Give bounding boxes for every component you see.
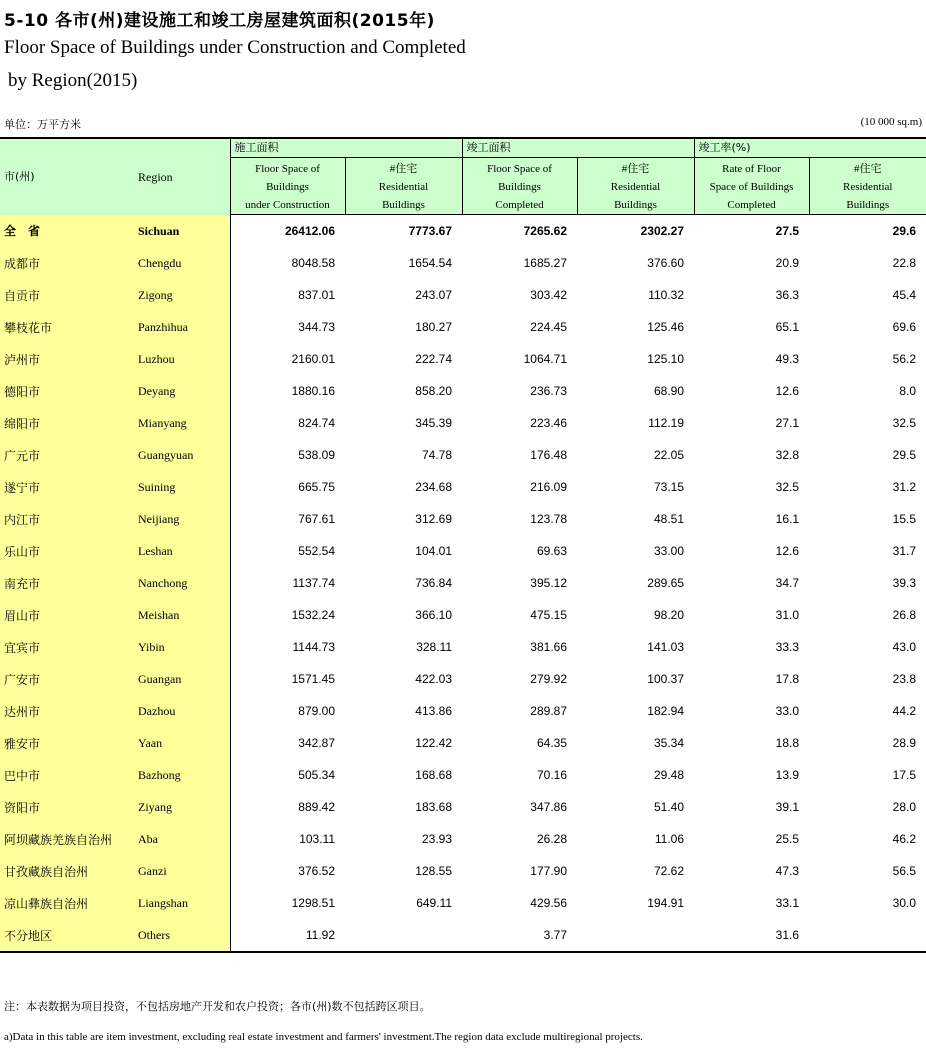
region-name-cn: 资阳市 xyxy=(4,800,41,815)
table-row xyxy=(0,599,926,631)
value-cell-r: 25.5 xyxy=(775,832,799,846)
table-row xyxy=(0,215,926,248)
value-cell-rr: 17.5 xyxy=(892,768,917,782)
value-cell-rr: 29.5 xyxy=(892,448,917,462)
value-cell-r: 18.8 xyxy=(775,736,799,750)
table-row xyxy=(0,535,926,567)
region-name-cn: 泸州市 xyxy=(4,352,41,367)
value-cell-r: 34.7 xyxy=(775,576,799,590)
value-cell-cr: 234.68 xyxy=(415,480,452,494)
region-name-cn: 广元市 xyxy=(4,448,41,463)
value-cell-rr: 46.2 xyxy=(892,832,917,846)
region-name-cn: 攀枝花市 xyxy=(4,320,53,335)
value-cell-cr xyxy=(345,919,462,952)
region-cell xyxy=(0,407,230,439)
value-cell-cr: 104.01 xyxy=(415,544,452,558)
table-row xyxy=(0,823,926,855)
value-cell-dr: 100.37 xyxy=(647,672,684,686)
value-cell-r: 33.0 xyxy=(775,704,799,718)
region-name-en: Yibin xyxy=(138,640,165,654)
region-cell xyxy=(0,599,230,631)
value-cell-c: 767.61 xyxy=(298,512,335,526)
region-name-en: Nanchong xyxy=(138,576,188,590)
region-name-en: Mianyang xyxy=(138,416,187,430)
region-name-cn: 内江市 xyxy=(4,512,41,527)
note-cn: 注：本表数据为项目投资，不包括房地产开发和农户投资；各市(州)数不包括跨区项目。 xyxy=(4,1000,431,1013)
region-name-cn: 德阳市 xyxy=(4,384,41,399)
value-cell-rr: 56.5 xyxy=(892,864,917,878)
value-cell-r: 47.3 xyxy=(775,864,799,878)
table-row xyxy=(0,855,926,887)
header-residential-construction xyxy=(345,158,462,215)
value-cell-c: 376.52 xyxy=(298,864,335,878)
value-cell-dr: 289.65 xyxy=(647,576,684,590)
region-name-en: Neijiang xyxy=(138,512,180,526)
value-cell-d: 279.92 xyxy=(530,672,567,686)
region-name-en: Deyang xyxy=(138,384,176,398)
value-cell-d: 26.28 xyxy=(536,832,567,846)
value-cell-c: 889.42 xyxy=(298,800,335,814)
value-cell-r: 13.9 xyxy=(775,768,799,782)
value-cell-cr: 858.20 xyxy=(415,384,452,398)
value-cell-d: 70.16 xyxy=(536,768,567,782)
value-cell-d: 69.63 xyxy=(536,544,567,558)
region-name-cn: 雅安市 xyxy=(4,736,41,751)
value-cell-d: 475.15 xyxy=(530,608,567,622)
value-cell-cr: 345.39 xyxy=(415,416,452,430)
table-row xyxy=(0,247,926,279)
table-row xyxy=(0,343,926,375)
value-cell-cr: 243.07 xyxy=(415,288,452,302)
region-cell xyxy=(0,727,230,759)
value-cell-cr: 183.68 xyxy=(415,800,452,814)
region-name-cn: 宜宾市 xyxy=(4,640,41,655)
table-row xyxy=(0,759,926,791)
value-cell-d: 347.86 xyxy=(530,800,567,814)
value-cell-r: 27.5 xyxy=(775,224,799,238)
region-name-en: Zigong xyxy=(138,288,173,302)
region-cell xyxy=(0,311,230,343)
value-cell-d: 64.35 xyxy=(536,736,567,750)
region-cell xyxy=(0,855,230,887)
region-name-en: Yaan xyxy=(138,736,163,750)
value-cell-cr: 366.10 xyxy=(415,608,452,622)
region-name-cn: 眉山市 xyxy=(4,608,41,623)
floor-space-table xyxy=(0,137,926,953)
region-name-cn: 绵阳市 xyxy=(4,416,41,431)
value-cell-dr: 194.91 xyxy=(647,896,684,910)
region-cell xyxy=(0,759,230,791)
header-line: Rate of Floor xyxy=(722,163,781,175)
region-name-en: Suining xyxy=(138,480,176,494)
value-cell-c: 1137.74 xyxy=(292,576,335,590)
region-cell xyxy=(0,375,230,407)
value-cell-rr: 69.6 xyxy=(892,320,917,334)
value-cell-rr: 22.8 xyxy=(892,256,917,270)
region-name-cn: 全 省 xyxy=(4,224,41,239)
value-cell-dr: 73.15 xyxy=(653,480,684,494)
table-body xyxy=(0,215,926,953)
region-name-en: Chengdu xyxy=(138,256,182,270)
header-rate-group: 竣工率(%) xyxy=(694,138,926,158)
value-cell-rr: 44.2 xyxy=(892,704,917,718)
header-line: Buildings xyxy=(382,199,425,211)
region-name-en: Sichuan xyxy=(138,223,180,238)
region-name-en: Liangshan xyxy=(138,896,188,910)
value-cell-r: 33.1 xyxy=(775,896,799,910)
value-cell-cr: 649.11 xyxy=(416,896,452,910)
value-cell-r: 33.3 xyxy=(775,640,799,654)
region-name-cn: 自贡市 xyxy=(4,288,41,303)
value-cell-rr: 15.5 xyxy=(892,512,917,526)
value-cell-c: 505.34 xyxy=(298,768,335,782)
region-name-cn: 阿坝藏族羌族自治州 xyxy=(4,832,113,847)
value-cell-dr: 72.62 xyxy=(653,864,684,878)
value-cell-c: 1880.16 xyxy=(291,384,335,398)
value-cell-d: 123.78 xyxy=(530,512,567,526)
page-title-en-line2: by Region(2015) xyxy=(8,70,138,91)
value-cell-rr: 29.6 xyxy=(892,224,917,238)
table-row xyxy=(0,471,926,503)
unit-label-en: (10 000 sq.m) xyxy=(860,116,922,128)
region-name-en: Ganzi xyxy=(138,864,167,878)
region-cell xyxy=(0,695,230,727)
value-cell-r: 31.0 xyxy=(775,608,799,622)
value-cell-c: 552.54 xyxy=(298,544,335,558)
region-name-cn: 广安市 xyxy=(4,672,41,687)
region-cell xyxy=(0,247,230,279)
value-cell-r: 17.8 xyxy=(775,672,799,686)
value-cell-cr: 180.27 xyxy=(415,320,452,334)
unit-label-cn: 单位：万平方米 xyxy=(4,118,81,131)
region-cell xyxy=(0,535,230,567)
value-cell-c: 1571.45 xyxy=(291,672,335,686)
region-name-en: Luzhou xyxy=(138,352,175,366)
value-cell-r: 12.6 xyxy=(775,544,799,558)
region-cell xyxy=(0,919,230,952)
header-region-cell xyxy=(0,138,230,215)
value-cell-d: 303.42 xyxy=(530,288,567,302)
value-cell-rr: 23.8 xyxy=(892,672,917,686)
region-cell xyxy=(0,215,230,248)
value-cell-dr: 33.00 xyxy=(653,544,684,558)
header-construction-group: 施工面积 xyxy=(230,138,462,158)
value-cell-d: 381.66 xyxy=(530,640,567,654)
region-cell xyxy=(0,887,230,919)
value-cell-r: 39.1 xyxy=(775,800,799,814)
header-line: Residential xyxy=(610,181,661,193)
value-cell-cr: 128.55 xyxy=(415,864,452,878)
value-cell-dr: 68.90 xyxy=(653,384,684,398)
header-line: Residential xyxy=(378,181,429,193)
region-name-cn: 不分地区 xyxy=(4,928,53,943)
header-line: Buildings xyxy=(614,199,657,211)
table-row xyxy=(0,791,926,823)
region-name-en: Ziyang xyxy=(138,800,172,814)
value-cell-dr: 2302.27 xyxy=(640,224,684,238)
region-name-cn: 巴中市 xyxy=(4,768,41,783)
value-cell-dr: 51.40 xyxy=(653,800,684,814)
value-cell-c: 665.75 xyxy=(298,480,335,494)
value-cell-dr: 125.10 xyxy=(647,352,684,366)
value-cell-c: 2160.01 xyxy=(291,352,335,366)
value-cell-c: 1532.24 xyxy=(291,608,335,622)
header-line: Space of Buildings xyxy=(709,181,794,193)
region-name-en: Leshan xyxy=(138,544,173,558)
header-line: Buildings xyxy=(498,181,541,193)
value-cell-dr: 35.34 xyxy=(653,736,684,750)
value-cell-cr: 222.74 xyxy=(415,352,452,366)
header-region-en: Region xyxy=(138,169,173,184)
region-name-cn: 南充市 xyxy=(4,576,41,591)
value-cell-cr: 312.69 xyxy=(415,512,452,526)
value-cell-d: 224.45 xyxy=(530,320,567,334)
region-name-cn: 遂宁市 xyxy=(4,480,41,495)
table-row xyxy=(0,279,926,311)
value-cell-d: 3.77 xyxy=(462,919,577,952)
value-cell-d: 1685.27 xyxy=(523,256,567,270)
value-cell-d: 429.56 xyxy=(530,896,567,910)
value-cell-cr: 413.86 xyxy=(415,704,452,718)
table-row xyxy=(0,887,926,919)
header-line: #住宅 xyxy=(389,163,418,175)
header-residential-completed xyxy=(577,158,694,215)
value-cell-r: 31.6 xyxy=(694,919,809,952)
value-cell-c: 824.74 xyxy=(298,416,335,430)
value-cell-rr: 39.3 xyxy=(892,576,917,590)
value-cell-rr: 26.8 xyxy=(892,608,917,622)
region-name-cn: 凉山彝族自治州 xyxy=(4,896,89,911)
value-cell-r: 12.6 xyxy=(775,384,799,398)
region-cell xyxy=(0,471,230,503)
region-cell xyxy=(0,791,230,823)
table-row xyxy=(0,407,926,439)
region-name-en: Meishan xyxy=(138,608,180,622)
value-cell-cr: 74.78 xyxy=(421,448,452,462)
value-cell-dr: 182.94 xyxy=(647,704,684,718)
table-row xyxy=(0,695,926,727)
value-cell-r: 16.1 xyxy=(775,512,799,526)
value-cell-cr: 736.84 xyxy=(415,576,452,590)
region-cell xyxy=(0,503,230,535)
value-cell-rr: 32.5 xyxy=(892,416,917,430)
header-city-cn: 市(州) xyxy=(4,169,35,183)
value-cell-d: 289.87 xyxy=(530,704,567,718)
table-row xyxy=(0,375,926,407)
value-cell-cr: 422.03 xyxy=(415,672,452,686)
page-title-cn: 5-10 各市(州)建设施工和竣工房屋建筑面积(2015年) xyxy=(4,11,435,31)
value-cell-cr: 1654.54 xyxy=(408,256,452,270)
table-row xyxy=(0,311,926,343)
value-cell-c: 11.92 xyxy=(230,919,345,952)
value-cell-dr: 141.03 xyxy=(647,640,684,654)
region-cell xyxy=(0,823,230,855)
region-name-en: Dazhou xyxy=(138,704,176,718)
header-line: Completed xyxy=(495,199,544,211)
value-cell-rr: 8.0 xyxy=(899,384,917,398)
region-cell xyxy=(0,439,230,471)
value-cell-rr: 28.0 xyxy=(892,800,917,814)
table-row xyxy=(0,631,926,663)
region-name-cn: 达州市 xyxy=(4,704,41,719)
value-cell-r: 36.3 xyxy=(775,288,799,302)
region-cell xyxy=(0,343,230,375)
header-line: Completed xyxy=(727,199,776,211)
value-cell-d: 176.48 xyxy=(530,448,567,462)
header-line: Floor Space of xyxy=(255,163,320,175)
region-cell xyxy=(0,567,230,599)
header-completed-group: 竣工面积 xyxy=(462,138,694,158)
value-cell-r: 27.1 xyxy=(775,416,799,430)
value-cell-cr: 168.68 xyxy=(415,768,452,782)
value-cell-r: 49.3 xyxy=(775,352,799,366)
table-row xyxy=(0,919,926,952)
value-cell-cr: 328.11 xyxy=(416,640,452,654)
value-cell-dr xyxy=(577,919,694,952)
value-cell-d: 1064.71 xyxy=(523,352,567,366)
table-row xyxy=(0,727,926,759)
table-row xyxy=(0,663,926,695)
value-cell-dr: 48.51 xyxy=(653,512,684,526)
table-row xyxy=(0,503,926,535)
value-cell-dr: 376.60 xyxy=(647,256,684,270)
region-cell xyxy=(0,631,230,663)
header-line: Buildings xyxy=(266,181,309,193)
value-cell-c: 344.73 xyxy=(298,320,335,334)
value-cell-rr: 30.0 xyxy=(892,896,917,910)
value-cell-r: 32.8 xyxy=(775,448,799,462)
header-floor-space-construction xyxy=(230,158,345,215)
region-cell xyxy=(0,279,230,311)
value-cell-r: 20.9 xyxy=(775,256,799,270)
value-cell-dr: 11.06 xyxy=(654,832,684,846)
value-cell-rr: 28.9 xyxy=(892,736,917,750)
value-cell-rr: 56.2 xyxy=(892,352,917,366)
value-cell-c: 538.09 xyxy=(298,448,335,462)
value-cell-cr: 7773.67 xyxy=(408,224,452,238)
region-name-cn: 成都市 xyxy=(4,256,41,271)
region-cell xyxy=(0,663,230,695)
value-cell-c: 1144.73 xyxy=(292,640,335,654)
region-name-cn: 甘孜藏族自治州 xyxy=(4,864,89,879)
header-line: Buildings xyxy=(846,199,890,211)
value-cell-c: 879.00 xyxy=(298,704,335,718)
value-cell-dr: 98.20 xyxy=(653,608,684,622)
value-cell-r: 32.5 xyxy=(775,480,799,494)
value-cell-cr: 122.42 xyxy=(415,736,452,750)
value-cell-c: 837.01 xyxy=(298,288,335,302)
value-cell-rr: 31.7 xyxy=(892,544,917,558)
region-name-en: Guangyuan xyxy=(138,448,194,462)
region-name-en: Others xyxy=(138,928,170,942)
region-name-en: Bazhong xyxy=(138,768,181,782)
table-row xyxy=(0,439,926,471)
page-title-en-line1: Floor Space of Buildings under Construction and Completed xyxy=(4,37,466,58)
value-cell-rr: 31.2 xyxy=(892,480,917,494)
value-cell-dr: 112.19 xyxy=(648,416,684,430)
value-cell-dr: 125.46 xyxy=(647,320,684,334)
value-cell-c: 1298.51 xyxy=(291,896,335,910)
value-cell-d: 223.46 xyxy=(530,416,567,430)
value-cell-cr: 23.93 xyxy=(421,832,452,846)
header-line: under Construction xyxy=(245,199,330,211)
header-rate-residential xyxy=(809,158,926,215)
header-line: Floor Space of xyxy=(487,163,552,175)
value-cell-d: 177.90 xyxy=(530,864,567,878)
value-cell-c: 8048.58 xyxy=(291,256,335,270)
value-cell-dr: 22.05 xyxy=(653,448,684,462)
region-name-en: Aba xyxy=(138,832,158,846)
value-cell-d: 216.09 xyxy=(530,480,567,494)
header-line: #住宅 xyxy=(854,163,882,175)
value-cell-dr: 29.48 xyxy=(653,768,684,782)
header-line: Residential xyxy=(843,181,893,193)
region-name-en: Panzhihua xyxy=(138,320,188,334)
table-row xyxy=(0,567,926,599)
value-cell-rr: 43.0 xyxy=(892,640,917,654)
region-name-en: Guangan xyxy=(138,672,182,686)
value-cell-d: 7265.62 xyxy=(523,224,567,238)
header-line: #住宅 xyxy=(621,163,650,175)
region-name-cn: 乐山市 xyxy=(4,544,41,559)
value-cell-d: 236.73 xyxy=(530,384,567,398)
value-cell-dr: 110.32 xyxy=(648,288,684,302)
value-cell-c: 103.11 xyxy=(299,832,335,846)
header-rate-floor xyxy=(694,158,809,215)
value-cell-r: 65.1 xyxy=(775,320,799,334)
value-cell-rr: 45.4 xyxy=(892,288,917,302)
header-floor-space-completed xyxy=(462,158,577,215)
value-cell-c: 26412.06 xyxy=(284,224,335,238)
value-cell-c: 342.87 xyxy=(298,736,335,750)
value-cell-rr xyxy=(809,919,926,952)
value-cell-d: 395.12 xyxy=(530,576,567,590)
note-en: a)Data in this table are item investment, excluding real estate investment and farmers' investment.The region data exclude multiregional projects. xyxy=(4,1031,643,1043)
